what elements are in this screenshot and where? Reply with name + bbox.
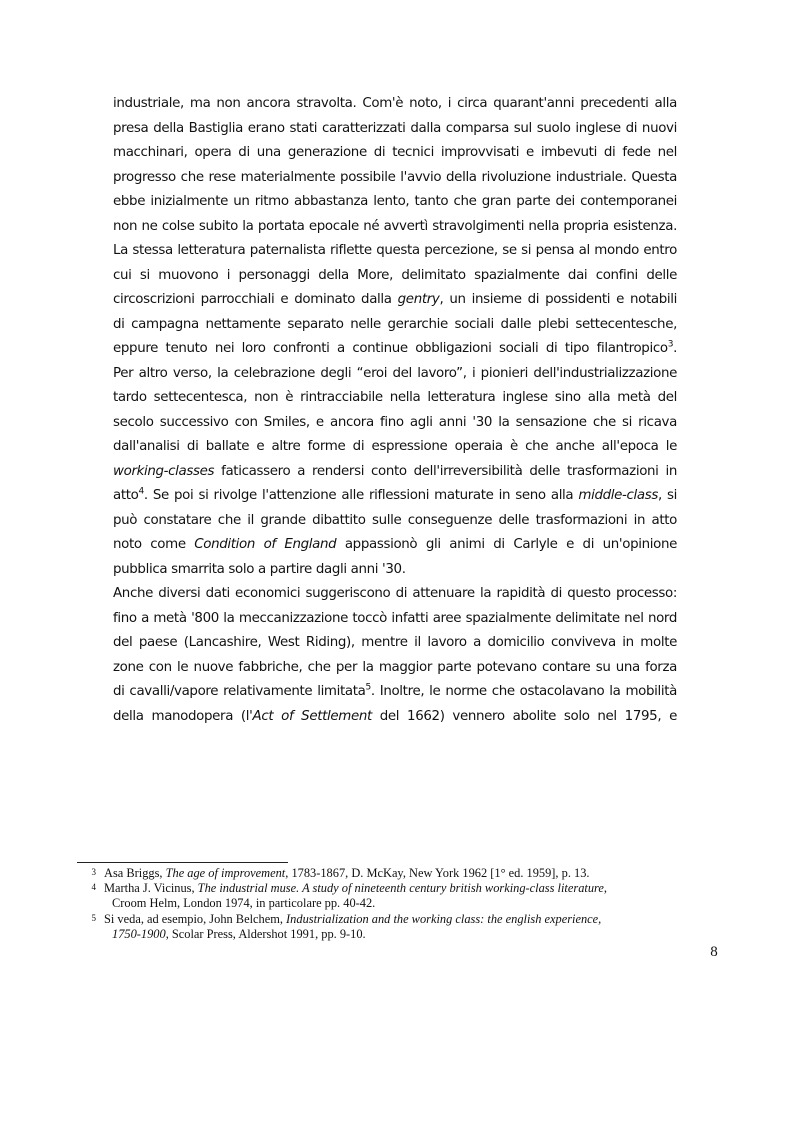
footnote-text: Si veda, ad esempio, John Belchem, — [104, 911, 287, 926]
italic-term-act-of-settlement: Act of Settlement — [252, 708, 372, 724]
text-line — [113, 680, 677, 705]
italic-term-condition-of-england: Condition of England — [194, 537, 337, 552]
text-line: zone con le nuove fabbriche, che per la maggior parte potevano contare su una forza — [113, 659, 677, 675]
text-line: cui si muovono i personaggi della More, delimitato spazialmente dai confini delle — [113, 267, 677, 283]
text-segment: appassionò gli animi di Carlyle e di un'opinione — [336, 537, 677, 552]
text-segment: faticassero a rendersi conto dell'irreversibilità delle trasformazioni in — [214, 463, 677, 479]
text-line: di campagna nettamente separato nelle gerarchie sociali dalle plebi settecentesche, — [113, 316, 677, 332]
text-line: non ne colse subito la portata epocale né avvertì stravolgimenti nella propria esistenza. — [113, 218, 677, 234]
footnote-5 — [77, 912, 677, 942]
footnote-ref-4: 4 — [138, 486, 144, 497]
text-line: tardo settecentesca, non è rintracciabile nella letteratura inglese sino alla metà del — [113, 390, 677, 405]
body-text — [113, 92, 677, 729]
text-line: Per altro verso, la celebrazione degli “eroi del lavoro”, i pionieri dell'industrializzazione — [113, 365, 677, 381]
text-line: del paese (Lancashire, West Riding), mentre il lavoro a domicilio conviveva in molte — [113, 635, 677, 650]
text-segment: , un insieme di possidenti e notabili — [439, 292, 678, 307]
footnote-title: 1750-1900 — [112, 926, 166, 941]
italic-term-gentry: gentry — [397, 292, 440, 307]
text-line: pubblica smarrita solo a partire dagli anni '30. — [113, 561, 406, 577]
text-line: secolo successivo con Smiles, e ancora fino agli anni '30 la sensazione che si ricava — [113, 414, 677, 430]
footnote-continuation: Croom Helm, London 1974, in particolare pp. 40-42. — [112, 896, 376, 911]
text-segment: della manodopera (l' — [113, 708, 253, 724]
italic-term-working-classes: working-classes — [113, 463, 215, 479]
text-segment: . Se poi si rivolge l'attenzione alle riflessioni maturate in seno alla — [143, 488, 574, 503]
text-segment: del 1662) vennero abolite solo nel 1795, e — [371, 708, 677, 724]
footnote-4 — [77, 881, 677, 911]
text-segment: noto come — [113, 537, 186, 552]
footnote-ref-5: 5 — [365, 682, 371, 693]
text-line: presa della Bastiglia erano stati caratterizzati dalla comparsa sul suolo inglese di nuovi — [113, 120, 677, 136]
footnote-continuation — [77, 927, 677, 942]
text-line — [113, 705, 677, 730]
footnote-text: Martha J. Vicinus, — [104, 881, 198, 896]
text-segment: . — [673, 341, 677, 356]
text-line — [113, 533, 677, 558]
footnote-number: 5 — [91, 912, 96, 923]
footnote-title: The industrial muse. A study of nineteenth century british working-class literature — [197, 881, 604, 896]
footnote-text: , 1783-1867, D. McKay, New York 1962 [1° ed. 1959], p. 13. — [285, 866, 590, 880]
text-line — [113, 460, 677, 485]
text-line: Anche diversi dati economici suggeriscono di attenuare la rapidità di questo processo: — [113, 586, 677, 601]
text-line: dall'analisi di ballate e altre forme di espressione operaia è che anche all'epoca le — [113, 439, 677, 454]
footnote-separator — [77, 862, 288, 863]
footnote-number: 3 — [91, 867, 96, 877]
text-line: fino a metà '800 la meccanizzazione toccò infatti aree spazialmente delimitate nel nord — [113, 610, 677, 626]
footnote-ref-3: 3 — [667, 339, 674, 350]
footnote-title: Industrialization and the working class: the english experience, — [286, 911, 602, 926]
footnote-text: Asa Briggs, — [104, 866, 166, 880]
text-line — [113, 288, 677, 313]
text-line: industriale, ma non ancora stravolta. Com'è noto, i circa quarant'anni precedenti alla — [113, 96, 677, 111]
text-line: macchinari, opera di una generazione di tecnici improvvisati e imbevuti di fede nel — [113, 145, 677, 160]
text-segment: eppure tenuto nei loro confronti a continue obbligazioni sociali di tipo filantropico — [113, 341, 668, 356]
footnotes — [77, 866, 677, 942]
footnote-text: , — [603, 881, 608, 896]
text-line: ebbe inizialmente un ritmo abbastanza lento, tanto che gran parte dei contemporanei — [113, 194, 677, 209]
text-line: può constatare che il grande dibattito sulle conseguenze delle trasformazioni in atto — [113, 512, 677, 528]
text-line: La stessa letteratura paternalista riflette questa percezione, se si pensa al mondo entro — [113, 243, 677, 258]
page-number: 8 — [710, 944, 718, 960]
footnote-title: The age of improvement — [165, 866, 286, 880]
text-segment: circoscrizioni parrocchiali e dominato dalla — [113, 292, 392, 307]
text-segment: atto — [113, 488, 139, 503]
text-segment: . Inoltre, le norme che ostacolavano la mobilità — [370, 684, 678, 699]
footnote-text: , Scolar Press, Aldershot 1991, pp. 9-10. — [165, 926, 366, 941]
footnote-number: 4 — [91, 882, 96, 893]
italic-term-middle-class: middle-class — [578, 488, 658, 503]
text-line — [113, 484, 677, 509]
text-line — [113, 337, 677, 362]
text-segment: , si — [658, 488, 677, 503]
footnote-3 — [77, 866, 677, 881]
text-segment: di cavalli/vapore relativamente limitata — [113, 684, 366, 699]
text-line: progresso che rese materialmente possibile l'avvio della rivoluzione industriale. Questa — [113, 169, 677, 185]
